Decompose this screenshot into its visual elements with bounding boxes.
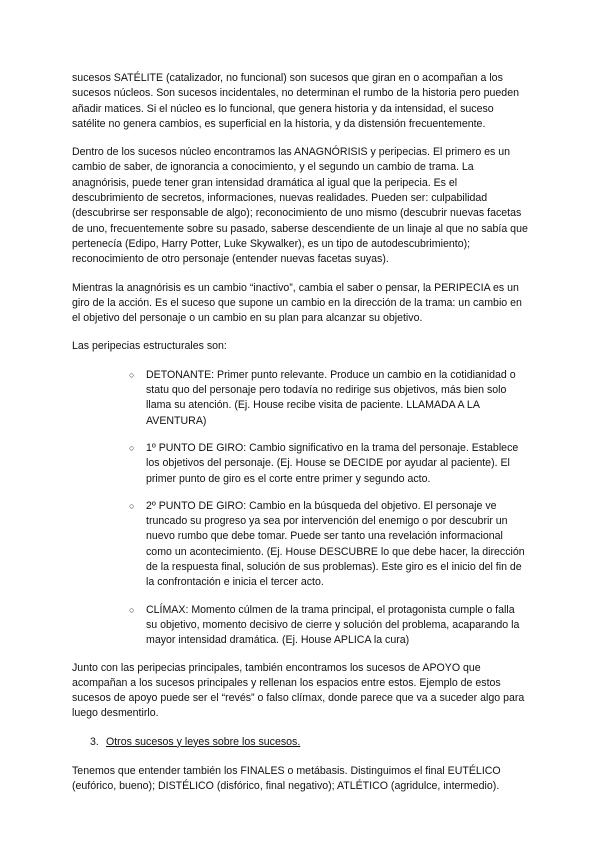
list-item-segundo-punto-de-giro xyxy=(129,499,528,591)
section-heading xyxy=(72,735,528,750)
document-body xyxy=(72,71,528,808)
paragraph-peripecias-intro: Las peripecias estructurales son: xyxy=(72,340,227,353)
section-title: Otros sucesos y leyes sobre los sucesos. xyxy=(106,735,301,748)
list-item-primer-punto-de-giro xyxy=(129,441,528,487)
paragraph-satelite: sucesos SATÉLITE (catalizador, no funcional) son sucesos que giran en o acompañan a los sucesos núcleos. Son sucesos incidentales, no determinan el rumbo de la historia pero pueden añadir matices. Si el núcleo es lo funcional, que genera historia y da intensidad, el suceso satélite no genera cambios, es superficial en la historia, y da distensión frecuentemente. xyxy=(72,72,519,130)
section-number: 3. xyxy=(90,735,99,748)
list-item-text: DETONANTE: Primer punto relevante. Produce un cambio en la cotidianidad o statu quo del personaje pero todavía no redirige sus objetivos, más bien solo llama su atención. (Ej. House recibe visita de paciente. LLAMADA A LA AVENTURA) xyxy=(146,368,516,427)
hollow-circle-bullet-icon: ○ xyxy=(129,442,135,453)
paragraph-finales: Tenemos que entender también los FINALES o metábasis. Distinguimos el final EUTÉLICO (eufórico, bueno); DISTÉLICO (disfórico, final negativo); ATLÉTICO (agridulce, intermedio). xyxy=(72,764,501,793)
list-item-detonante xyxy=(129,368,528,429)
list-item-text: CLÍMAX: Momento cúlmen de la trama principal, el protagonista cumple o falla su objetivo, momento decisivo de cierre y solución del problema, acaparando la mayor intensidad dramática. (Ej. House APLICA la cura) xyxy=(146,603,520,647)
hollow-circle-bullet-icon: ○ xyxy=(129,604,135,615)
paragraph-apoyo: Junto con las peripecias principales, también encontramos los sucesos de APOYO que acompañan a los sucesos principales y rellenan los espacios entre estos. Ejemplo de estos sucesos de apoyo puede ser el “revés” o falso clímax, donde parece que va a suceder algo para luego desmentirlo. xyxy=(72,661,525,720)
list-item-text: 2º PUNTO DE GIRO: Cambio en la búsqueda del objetivo. El personaje ve truncado su progreso ya sea por intervención del enemigo o por descubrir un nuevo rumbo que debe tomar. Puede ser tanto una revelación informacional como un acontecimiento. (Ej. House DESCUBRE lo que debe hacer, la dirección de la respuesta final, solución de sus problemas). Este giro es el inicio del fin de la confrontación e inicia el tercer acto. xyxy=(146,499,525,589)
paragraph-anagnorisis: Dentro de los sucesos núcleo encontramos las ANAGNÓRISIS y peripecias. El primero es un cambio de saber, de ignorancia a conocimiento, y el segundo un cambio de trama. La anagnórisis, puede tener gran intensidad dramática al igual que la peripecia. Es el descubrimiento de secretos, informaciones, nuevas realidades. Pueden ser: culpabilidad (descubrirse ser responsable de algo); reconocimiento de uno mismo (descubrir nuevas facetas de uno, frecuentemente sobre su pasado, saberse descendiente de un linaje al que no sabía que pertenecía (Edipo, Harry Potter, Luke Skywalker), es un tipo de autodescubrimiento); reconocimiento de otro personaje (entender nuevas facetas suyas). xyxy=(72,146,528,266)
paragraph-peripecia: Mientras la anagnórisis es un cambio “inactivo”, cambia el saber o pensar, la PERIPECIA es un giro de la acción. Es el suceso que supone un cambio en la dirección de la trama: un cambio en el objetivo del personaje o un cambio en su plan para alcanzar su objetivo. xyxy=(72,281,522,325)
list-item-text: 1º PUNTO DE GIRO: Cambio significativo en la trama del personaje. Establece los objetivos del personaje. (Ej. House se DECIDE por ayudar al paciente). El primer punto de giro es el corte entre primer y segundo acto. xyxy=(146,441,519,485)
peripecias-list xyxy=(72,368,528,649)
hollow-circle-bullet-icon: ○ xyxy=(129,500,135,511)
hollow-circle-bullet-icon: ○ xyxy=(129,369,135,380)
list-item-climax xyxy=(129,603,528,649)
